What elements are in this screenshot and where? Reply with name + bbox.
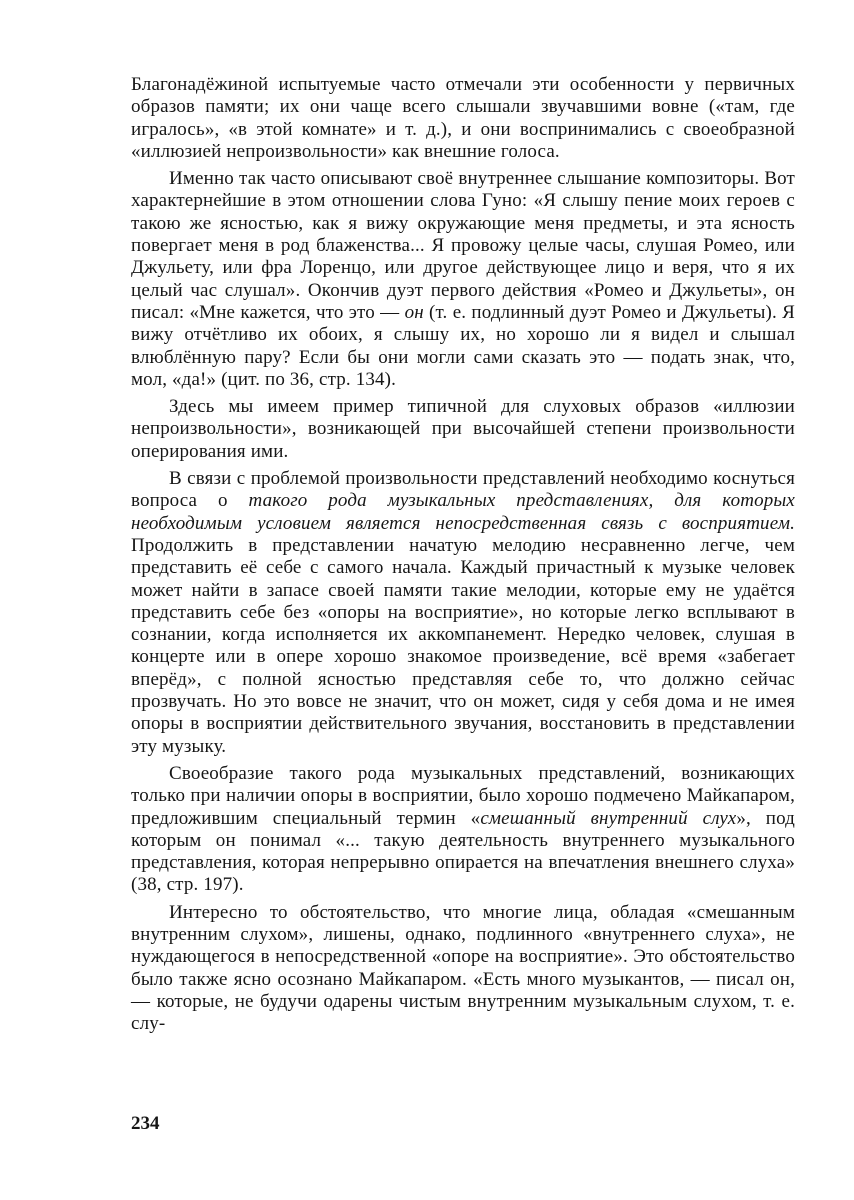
paragraph xyxy=(131,468,795,758)
paragraph xyxy=(131,168,795,391)
italic-text-run: смешанный внутренний слух xyxy=(480,807,737,829)
text-run: Интересно то обстоятельство, что многие лица, обладая «смешанным внутренним слухом», лишены, однако, подлинного «внутреннего слуха», не нуждающегося в непосредственной «опоре на восприятие». Это обстоятельство было также ясно осознано Майкапаром. «Есть много музыкантов, — писал он, — которые, не будучи одарены чистым внутренним музыкальным слухом, т. е. слу- xyxy=(131,901,795,1035)
text-run: », под которым он понимал «... такую деятельность внутреннего музыкального представления, которая непрерывно опирается на впечатления внешнего слуха» (38, стр. 197). xyxy=(131,807,795,896)
text-run: Своеобразие такого рода музыкальных представлений, возникающих только при наличии опоры в восприятии, было хорошо подмечено Майкапаром, предложившим специальный термин « xyxy=(131,762,795,829)
paragraph xyxy=(131,74,795,163)
text-run: Именно так часто описывают своё внутреннее слышание композиторы. Вот характернейшие в этом отношении слова Гуно: «Я слышу пение моих героев с такою же ясностью, как я вижу окружающие меня предметы, и эта ясность повергает меня в род блаженства... Я провожу целые часы, слушая Ромео, или Джульету, или фра Лоренцо, или другое действующее лицо и веря, что я их целый час слушал». Окончив дуэт первого действия «Ромео и Джульеты», он писал: «Мне кажется, что это — xyxy=(131,168,795,323)
text-run: Благонадёжиной испытуемые часто отмечали эти особенности у первичных образов памяти; их они чаще всего слышали звучавшими вовне («там, где игралось», «в этой комнате» и т. д.), и они воспринимались с своеобразной «иллюзией непроизвольности» как внешние голоса. xyxy=(131,74,795,162)
italic-text-run: такого рода музыкальных представлениях, для которых необходимым условием является непосредственная связь с восприятием. xyxy=(131,490,795,534)
paragraph xyxy=(131,763,795,897)
page-number: 234 xyxy=(131,1113,160,1134)
text-run: Продолжить в представлении начатую мелодию несравненно легче, чем представить её себе с самого начала. Каждый причастный к музыке человек может найти в запасе своей памяти такие мелодии, которые ему не удаётся представить себе без «опоры на восприятие», но которые легко всплывают в сознании, когда исполняется их аккомпанемент. Нередко человек, слушая в концерте или в опере хорошо знакомое произведение, всё время «забегает вперёд», с полной ясностью представляя себе то, что должно сейчас прозвучать. Но это вовсе не значит, что он может, сидя у себя дома и не имея опоры в восприятии действительного звучания, восстановить в представлении эту музыку. xyxy=(131,534,795,757)
text-run: (т. е. подлинный дуэт Ромео и Джульеты). Я вижу отчётливо их обоих, я слышу их, но хорошо ли я видел и слышал влюблённую пару? Если бы они могли сами сказать это — подать знак, что, мол, «да!» (цит. по 36, стр. 134). xyxy=(131,301,795,390)
paragraph xyxy=(131,902,795,1036)
italic-text-run: он xyxy=(404,301,424,323)
paragraph xyxy=(131,396,795,463)
body-text xyxy=(131,74,795,1040)
text-run: В связи с проблемой произвольности представлений необходимо коснуться вопроса о xyxy=(131,468,795,512)
text-run: Здесь мы имеем пример типичной для слуховых образов «иллюзии непроизвольности», возникающей при высочайшей степени произвольности оперирования ими. xyxy=(131,396,795,462)
